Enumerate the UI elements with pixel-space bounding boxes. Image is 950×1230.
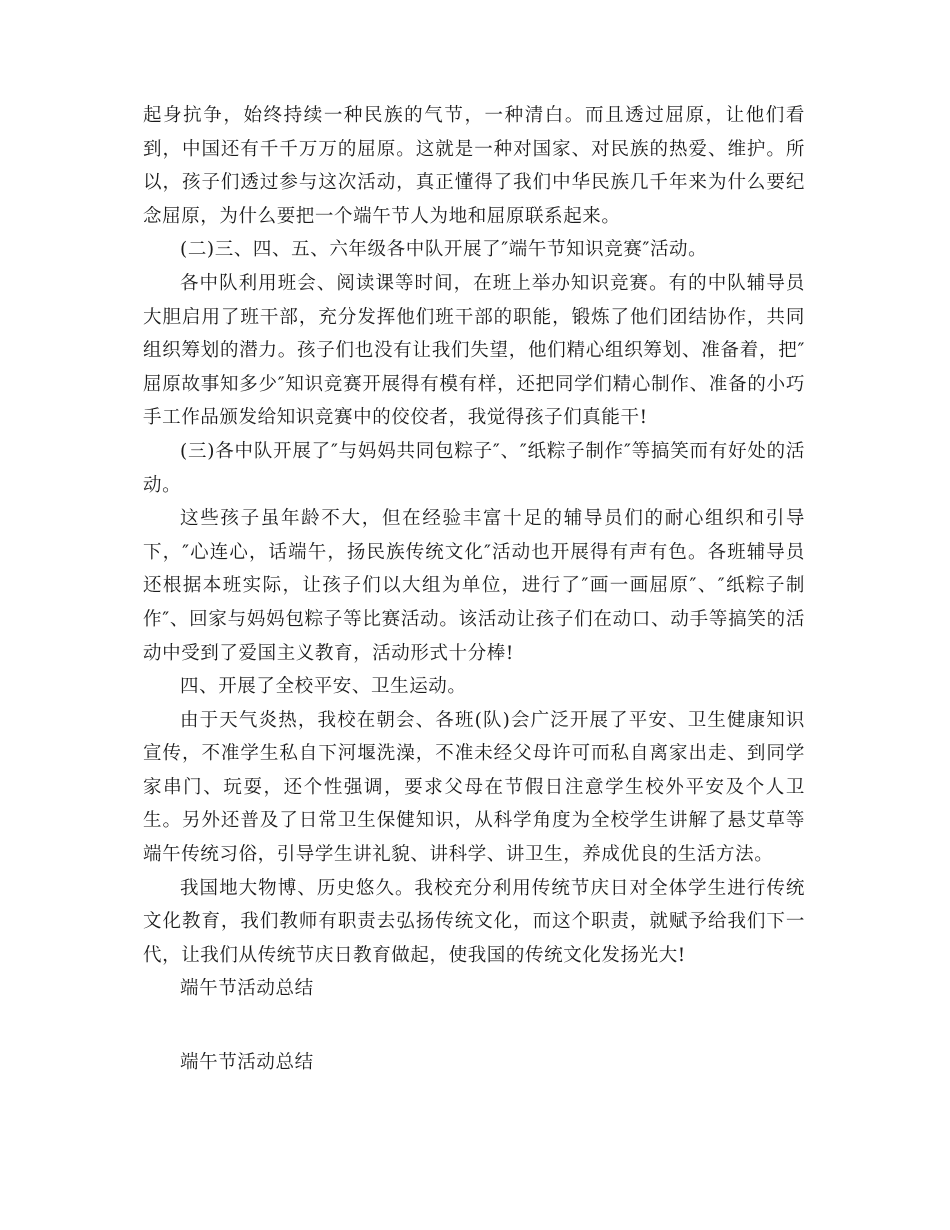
paragraph-activity-description: 这些孩子虽年龄不大，但在经验丰富十足的辅导员们的耐心组织和引导下，″心连心，话端午，扬民族传统文化″活动也开展得有声有色。各班辅导员还根据本班实际，让孩子们以大组为单位，进行了″画一画屈原″、″纸粽子制作″、回家与妈妈包粽子等比赛活动。该活动让孩子们在动口、动手等搞笑的活动中受到了爱国主义教育，活动形式十分棒! <box>143 508 805 664</box>
summary-title-repeat: 端午节活动总结 <box>180 1052 314 1074</box>
paragraph-section-4-heading: 四、开展了全校平安、卫生运动。 <box>180 676 467 698</box>
paragraph-section-3-heading: (三)各中队开展了″与妈妈共同包粽子″、″纸粽子制作″等搞笑而有好处的活动。 <box>143 440 805 496</box>
paragraph-safety-hygiene: 由于天气炎热，我校在朝会、各班(队)会广泛开展了平安、卫生健康知识宣传，不准学生私自下河堰洗澡，不准未经父母许可而私自离家出走、到同学家串门、玩耍，还个性强调，要求父母在节假日注意学生校外平安及个人卫生。另外还普及了日常卫生保健知识，从科学角度为全校学生讲解了悬艾草等端午传统习俗，引导学生讲礼貌、讲科学、讲卫生，养成优良的生活方法。 <box>143 709 805 866</box>
paragraph-knowledge-contest: 各中队利用班会、阅读课等时间，在班上举办知识竞赛。有的中队辅导员大胆启用了班干部，充分发挥他们班干部的职能，锻炼了他们团结协作，共同组织筹划的潜力。孩子们也没有让我们失望，他们精心组织筹划、准备着，把″屈原故事知多少″知识竞赛开展得有模有样，还把同学们精心制作、准备的小巧手工作品颁发给知识竞赛中的佼佼者，我觉得孩子们真能干! <box>143 272 805 429</box>
summary-title: 端午节活动总结 <box>180 978 314 1000</box>
document-page <box>143 99 805 1080</box>
paragraph-section-2-heading: (二)三、四、五、六年级各中队开展了″端午节知识竞赛″活动。 <box>180 239 708 261</box>
paragraph-continuation: 起身抗争，始终持续一种民族的气节，一种清白。而且透过屈原，让他们看到，中国还有千千万万的屈原。这就是一种对国家、对民族的热爱、维护。所以，孩子们透过参与这次活动，真正懂得了我们中华民族几千年来为什么要纪念屈原，为什么要把一个端午节人为地和屈原联系起来。 <box>143 105 805 227</box>
paragraph-conclusion: 我国地大物博、历史悠久。我校充分利用传统节庆日对全体学生进行传统文化教育，我们教师有职责去弘扬传统文化，而这个职责，就赋予给我们下一代，让我们从传统节庆日教育做起，使我国的传统文化发扬光大! <box>143 877 805 966</box>
